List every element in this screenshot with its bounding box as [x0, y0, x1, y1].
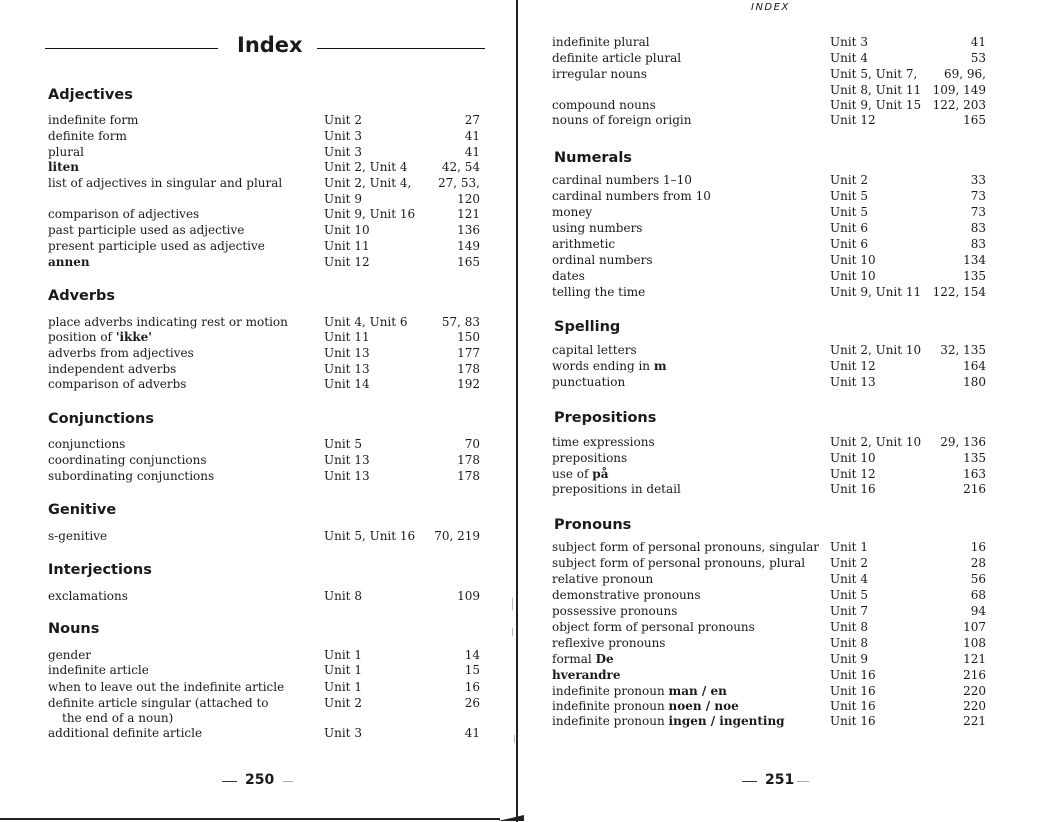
entry-term-text: subordinating conjunctions	[48, 469, 215, 483]
index-entry-pages: 216	[963, 482, 986, 496]
index-entry-term	[48, 726, 202, 741]
index-entry-unit: Unit 3	[324, 129, 362, 143]
index-entry-term	[48, 145, 84, 160]
index-entry-unit: Unit 16	[830, 714, 876, 728]
index-entry-term	[552, 237, 615, 252]
index-entry-term	[552, 269, 585, 284]
index-entry-term	[552, 699, 739, 714]
entry-term-text: past participle used as adjective	[48, 223, 245, 237]
index-entry-term	[552, 35, 650, 50]
index-entry-unit: Unit 13	[324, 453, 370, 467]
index-entry-pages: 178	[457, 469, 480, 483]
entry-term-text: exclamations	[48, 589, 128, 603]
entry-term-bold: liten	[48, 160, 80, 174]
index-entry-pages: 121	[963, 652, 986, 666]
index-entry-unit: Unit 13	[324, 362, 370, 376]
index-entry-pages: 83	[970, 221, 986, 235]
entry-term-bold: m	[653, 359, 667, 373]
entry-term-text: use of	[552, 467, 593, 481]
index-entry-pages: 53	[970, 51, 986, 65]
index-entry-pages: 178	[457, 453, 480, 467]
index-entry-unit: Unit 9, Unit 15	[830, 98, 922, 112]
index-entry-pages: 41	[464, 129, 480, 143]
index-entry-unit: Unit 13	[324, 469, 370, 483]
section-heading: Conjunctions	[48, 411, 154, 427]
index-entry-term	[552, 588, 701, 603]
index-entry-unit: Unit 12	[830, 359, 876, 373]
entry-term-text: demonstrative pronouns	[552, 588, 701, 602]
index-entry-pages: 221	[963, 714, 986, 728]
entry-term-text: object form of personal pronouns	[552, 620, 755, 634]
index-entry-unit: Unit 1	[324, 663, 362, 677]
entry-term-text: independent adverbs	[48, 362, 177, 376]
entry-term-text: list of adjectives in singular and plural	[48, 176, 283, 190]
index-entry-term	[552, 620, 755, 635]
entry-term-text: reflexive pronouns	[552, 636, 666, 650]
bottom-edge-shadow	[0, 818, 500, 820]
index-entry-pages-continuation: 109, 149	[932, 83, 986, 97]
index-entry-term	[552, 98, 656, 113]
entry-term-text: cardinal numbers 1–10	[552, 173, 692, 187]
entry-term-text: place adverbs indicating rest or motion	[48, 315, 288, 329]
entry-term-bold: man / en	[668, 684, 727, 698]
entry-term-text: indefinite article	[48, 663, 149, 677]
index-entry-pages: 41	[970, 35, 986, 49]
index-entry-term	[552, 684, 727, 699]
index-entry-pages: 73	[970, 189, 986, 203]
index-entry-pages: 220	[963, 699, 986, 713]
title-rule-right	[317, 48, 485, 49]
index-entry-pages: 178	[457, 362, 480, 376]
index-entry-pages: 164	[963, 359, 986, 373]
entry-term-text: possessive pronouns	[552, 604, 678, 618]
entry-term-text: indefinite plural	[552, 35, 650, 49]
index-entry-unit: Unit 12	[830, 467, 876, 481]
index-entry-pages: 32, 135	[940, 343, 986, 357]
index-entry-term	[48, 176, 282, 191]
index-entry-unit: Unit 8	[324, 589, 362, 603]
entry-term-bold: ingen / ingenting	[668, 714, 785, 728]
index-entry-pages: 33	[970, 173, 986, 187]
index-entry-term	[552, 435, 655, 450]
page-number-left: 250	[245, 772, 275, 788]
index-entry-unit: Unit 5	[830, 189, 868, 203]
section-heading: Adjectives	[48, 87, 133, 103]
index-entry-term	[552, 253, 653, 268]
index-entry-unit: Unit 5	[324, 437, 362, 451]
index-entry-pages: 73	[970, 205, 986, 219]
page-number-dash-right	[797, 781, 809, 782]
index-entry-unit: Unit 16	[830, 668, 876, 682]
entry-term-text: present participle used as adjective	[48, 239, 265, 253]
index-entry-pages: 109	[457, 589, 480, 603]
index-entry-term	[552, 467, 608, 482]
index-entry-term	[48, 207, 199, 222]
index-entry-term	[48, 113, 138, 128]
index-entry-term	[48, 437, 125, 452]
entry-term-text: gender	[48, 648, 92, 662]
entry-term-text: comparison of adjectives	[48, 207, 200, 221]
title-rule-left	[45, 48, 218, 49]
index-entry-term	[48, 589, 128, 604]
index-entry-unit: Unit 7	[830, 604, 868, 618]
index-entry-unit: Unit 5	[830, 205, 868, 219]
index-entry-term	[48, 129, 127, 144]
index-entry-pages: 26	[464, 696, 480, 710]
index-entry-term	[552, 540, 819, 555]
entry-term-text: indefinite pronoun	[552, 699, 669, 713]
index-entry-term	[48, 529, 107, 544]
entry-term-text: compound nouns	[552, 98, 656, 112]
entry-term-text: definite article plural	[552, 51, 682, 65]
entry-term-bold: 'ikke'	[115, 330, 152, 344]
index-entry-term	[552, 714, 785, 729]
index-entry-term	[552, 173, 692, 188]
page-number-dash-left	[222, 781, 237, 782]
index-entry-pages: 163	[963, 467, 986, 481]
index-entry-term	[48, 453, 207, 468]
index-entry-pages: 56	[970, 572, 986, 586]
index-entry-term	[552, 205, 592, 220]
entry-term-text: comparison of adverbs	[48, 377, 187, 391]
index-entry-term	[552, 604, 677, 619]
section-heading: Prepositions	[554, 410, 657, 426]
index-entry-pages: 107	[963, 620, 986, 634]
index-entry-unit: Unit 10	[830, 269, 876, 283]
index-entry-unit: Unit 5, Unit 7,	[830, 67, 918, 81]
entry-term-text: conjunctions	[48, 437, 126, 451]
section-heading: Spelling	[554, 319, 621, 335]
index-entry-unit: Unit 10	[830, 253, 876, 267]
index-entry-pages-continuation: 120	[457, 192, 480, 206]
index-entry-pages: 29, 136	[940, 435, 986, 449]
entry-term-text: definite form	[48, 129, 127, 143]
index-entry-unit: Unit 2, Unit 10	[830, 435, 922, 449]
index-entry-unit: Unit 6	[830, 237, 868, 251]
section-heading: Genitive	[48, 502, 117, 518]
entry-term-bold: noen / noe	[668, 699, 739, 713]
index-entry-pages: 180	[963, 375, 986, 389]
index-entry-pages: 108	[963, 636, 986, 650]
entry-term-text: formal	[552, 652, 596, 666]
entry-term-text: indefinite pronoun	[552, 684, 669, 698]
index-entry-unit: Unit 10	[830, 451, 876, 465]
index-entry-unit: Unit 1	[324, 648, 362, 662]
index-entry-unit: Unit 1	[830, 540, 868, 554]
index-entry-pages: 122, 154	[932, 285, 986, 299]
index-entry-pages: 68	[970, 588, 986, 602]
index-entry-pages: 27	[464, 113, 480, 127]
index-entry-unit: Unit 4, Unit 6	[324, 315, 408, 329]
index-entry-unit: Unit 3	[324, 726, 362, 740]
section-heading: Pronouns	[554, 517, 632, 533]
entry-term-bold: annen	[48, 255, 90, 269]
index-entry-unit: Unit 13	[830, 375, 876, 389]
index-entry-unit: Unit 16	[830, 684, 876, 698]
index-entry-unit: Unit 2	[830, 173, 868, 187]
index-entry-term	[48, 696, 269, 711]
index-title-row	[45, 33, 485, 64]
entry-term-text: position of	[48, 330, 116, 344]
index-entry-unit: Unit 16	[830, 699, 876, 713]
scan-speck	[512, 628, 513, 636]
index-entry-term	[48, 330, 152, 345]
index-entry-term	[552, 556, 805, 571]
index-entry-unit: Unit 2	[324, 696, 362, 710]
index-entry-unit: Unit 2, Unit 4	[324, 160, 408, 174]
index-entry-term	[48, 648, 91, 663]
entry-term-text: plural	[48, 145, 84, 159]
entry-term-text: indefinite pronoun	[552, 714, 669, 728]
entry-term-text: definite article singular (attached to	[48, 696, 269, 710]
index-entry-pages: 135	[963, 451, 986, 465]
entry-term-text: irregular nouns	[552, 67, 647, 81]
index-entry-unit: Unit 2, Unit 10	[830, 343, 922, 357]
entry-term-text: subject form of personal pronouns, singular	[552, 540, 819, 554]
index-entry-pages: 15	[464, 663, 480, 677]
index-entry-unit: Unit 9	[830, 652, 868, 666]
index-entry-term	[552, 636, 665, 651]
index-entry-term	[48, 469, 214, 484]
index-entry-unit: Unit 14	[324, 377, 370, 391]
section-heading: Numerals	[554, 150, 632, 166]
index-entry-pages: 42, 54	[441, 160, 480, 174]
index-entry-term	[48, 680, 284, 695]
index-entry-unit: Unit 6	[830, 221, 868, 235]
bottom-binding-wedge	[498, 815, 524, 821]
index-entry-pages: 57, 83	[441, 315, 480, 329]
entry-term-bold: på	[592, 467, 609, 481]
index-entry-unit: Unit 8	[830, 636, 868, 650]
index-entry-pages: 94	[970, 604, 986, 618]
entry-term-text: telling the time	[552, 285, 646, 299]
index-entry-term	[552, 67, 647, 82]
entry-term-text: dates	[552, 269, 585, 283]
entry-term-text: money	[552, 205, 593, 219]
index-entry-unit: Unit 16	[830, 482, 876, 496]
entry-term-text: s-genitive	[48, 529, 108, 543]
entry-term-text: subject form of personal pronouns, plural	[552, 556, 806, 570]
index-entry-pages: 121	[457, 207, 480, 221]
entry-term-text: arithmetic	[552, 237, 616, 251]
scan-speck	[512, 598, 513, 610]
entry-term-text: nouns of foreign origin	[552, 113, 692, 127]
index-entry-term	[552, 482, 681, 497]
index-entry-pages: 216	[963, 668, 986, 682]
scan-speck	[514, 735, 515, 743]
index-entry-unit: Unit 11	[324, 239, 370, 253]
page-title: Index	[237, 33, 303, 57]
index-entry-pages: 83	[970, 237, 986, 251]
entry-term-text: coordinating conjunctions	[48, 453, 207, 467]
entry-term-text: ordinal numbers	[552, 253, 653, 267]
index-entry-pages: 165	[457, 255, 480, 269]
index-entry-pages: 150	[457, 330, 480, 344]
page-gutter	[516, 0, 518, 822]
index-entry-term	[48, 315, 288, 330]
index-entry-term	[552, 375, 625, 390]
entry-term-text: prepositions	[552, 451, 628, 465]
section-heading: Nouns	[48, 621, 100, 637]
right-page	[519, 0, 1052, 822]
index-entry-unit: Unit 2	[324, 113, 362, 127]
index-entry-pages: 70	[464, 437, 480, 451]
index-entry-unit: Unit 4	[830, 51, 868, 65]
index-entry-unit: Unit 4	[830, 572, 868, 586]
index-entry-pages: 70, 219	[434, 529, 480, 543]
entry-term-text: prepositions in detail	[552, 482, 681, 496]
index-entry-term	[552, 51, 681, 66]
index-entry-term	[552, 113, 691, 128]
left-page	[0, 0, 516, 822]
index-entry-unit: Unit 3	[830, 35, 868, 49]
index-entry-unit-continuation: Unit 9	[324, 192, 362, 206]
index-entry-term	[552, 221, 642, 236]
index-entry-pages: 16	[464, 680, 480, 694]
index-entry-term	[552, 668, 621, 683]
index-entry-pages: 192	[457, 377, 480, 391]
index-entry-pages: 149	[457, 239, 480, 253]
index-entry-pages: 122, 203	[932, 98, 986, 112]
index-entry-pages: 134	[963, 253, 986, 267]
index-entry-unit: Unit 10	[324, 223, 370, 237]
entry-term-text: capital letters	[552, 343, 637, 357]
index-entry-unit-continuation: Unit 8, Unit 11	[830, 83, 922, 97]
index-entry-pages: 177	[457, 346, 480, 360]
index-entry-pages: 165	[963, 113, 986, 127]
index-entry-term	[552, 343, 637, 358]
entry-term-bold: De	[595, 652, 614, 666]
index-entry-term	[48, 377, 186, 392]
index-entry-pages: 135	[963, 269, 986, 283]
index-entry-unit: Unit 13	[324, 346, 370, 360]
index-entry-unit: Unit 2	[830, 556, 868, 570]
index-entry-unit: Unit 9, Unit 16	[324, 207, 416, 221]
entry-term-text: indefinite form	[48, 113, 139, 127]
index-entry-term	[48, 239, 265, 254]
index-entry-term	[552, 572, 653, 587]
section-heading: Adverbs	[48, 288, 116, 304]
entry-term-text: when to leave out the indefinite article	[48, 680, 285, 694]
index-entry-pages: 41	[464, 145, 480, 159]
entry-term-text: words ending in	[552, 359, 654, 373]
entry-term-text: relative pronoun	[552, 572, 654, 586]
index-entry-unit: Unit 5, Unit 16	[324, 529, 416, 543]
entry-term-text: additional definite article	[48, 726, 203, 740]
page-number-dash-left	[742, 781, 757, 782]
index-entry-pages: 27, 53,	[438, 176, 480, 190]
entry-term-bold: hverandre	[552, 668, 621, 682]
index-entry-term	[552, 359, 667, 374]
index-entry-term	[48, 663, 149, 678]
index-entry-term	[48, 160, 79, 175]
entry-term-text: using numbers	[552, 221, 643, 235]
entry-term-text: cardinal numbers from 10	[552, 189, 711, 203]
index-entry-term	[48, 346, 194, 361]
index-entry-unit: Unit 5	[830, 588, 868, 602]
index-entry-pages: 220	[963, 684, 986, 698]
index-entry-term-continuation: the end of a noun)	[62, 711, 174, 725]
index-entry-unit: Unit 11	[324, 330, 370, 344]
index-entry-pages: 14	[464, 648, 480, 662]
index-entry-term	[552, 189, 711, 204]
index-entry-term	[48, 362, 176, 377]
page-number-dash-right	[283, 781, 293, 782]
index-entry-pages: 136	[457, 223, 480, 237]
index-entry-pages: 16	[970, 540, 986, 554]
index-entry-pages: 69, 96,	[944, 67, 986, 81]
index-entry-term	[48, 223, 244, 238]
index-entry-unit: Unit 2, Unit 4,	[324, 176, 412, 190]
index-entry-term	[552, 652, 614, 667]
index-entry-unit: Unit 1	[324, 680, 362, 694]
entry-term-text: adverbs from adjectives	[48, 346, 194, 360]
entry-term-text: punctuation	[552, 375, 626, 389]
index-entry-pages: 28	[970, 556, 986, 570]
section-heading: Interjections	[48, 562, 152, 578]
index-entry-unit: Unit 12	[830, 113, 876, 127]
running-header: INDEX	[751, 2, 790, 13]
index-entry-unit: Unit 9, Unit 11	[830, 285, 922, 299]
page-number-right: 251	[765, 772, 795, 788]
index-entry-unit: Unit 12	[324, 255, 370, 269]
entry-term-text: time expressions	[552, 435, 655, 449]
index-entry-term	[552, 451, 627, 466]
index-entry-term	[48, 255, 90, 270]
index-entry-unit: Unit 3	[324, 145, 362, 159]
index-entry-unit: Unit 8	[830, 620, 868, 634]
index-entry-term	[552, 285, 645, 300]
index-entry-pages: 41	[464, 726, 480, 740]
